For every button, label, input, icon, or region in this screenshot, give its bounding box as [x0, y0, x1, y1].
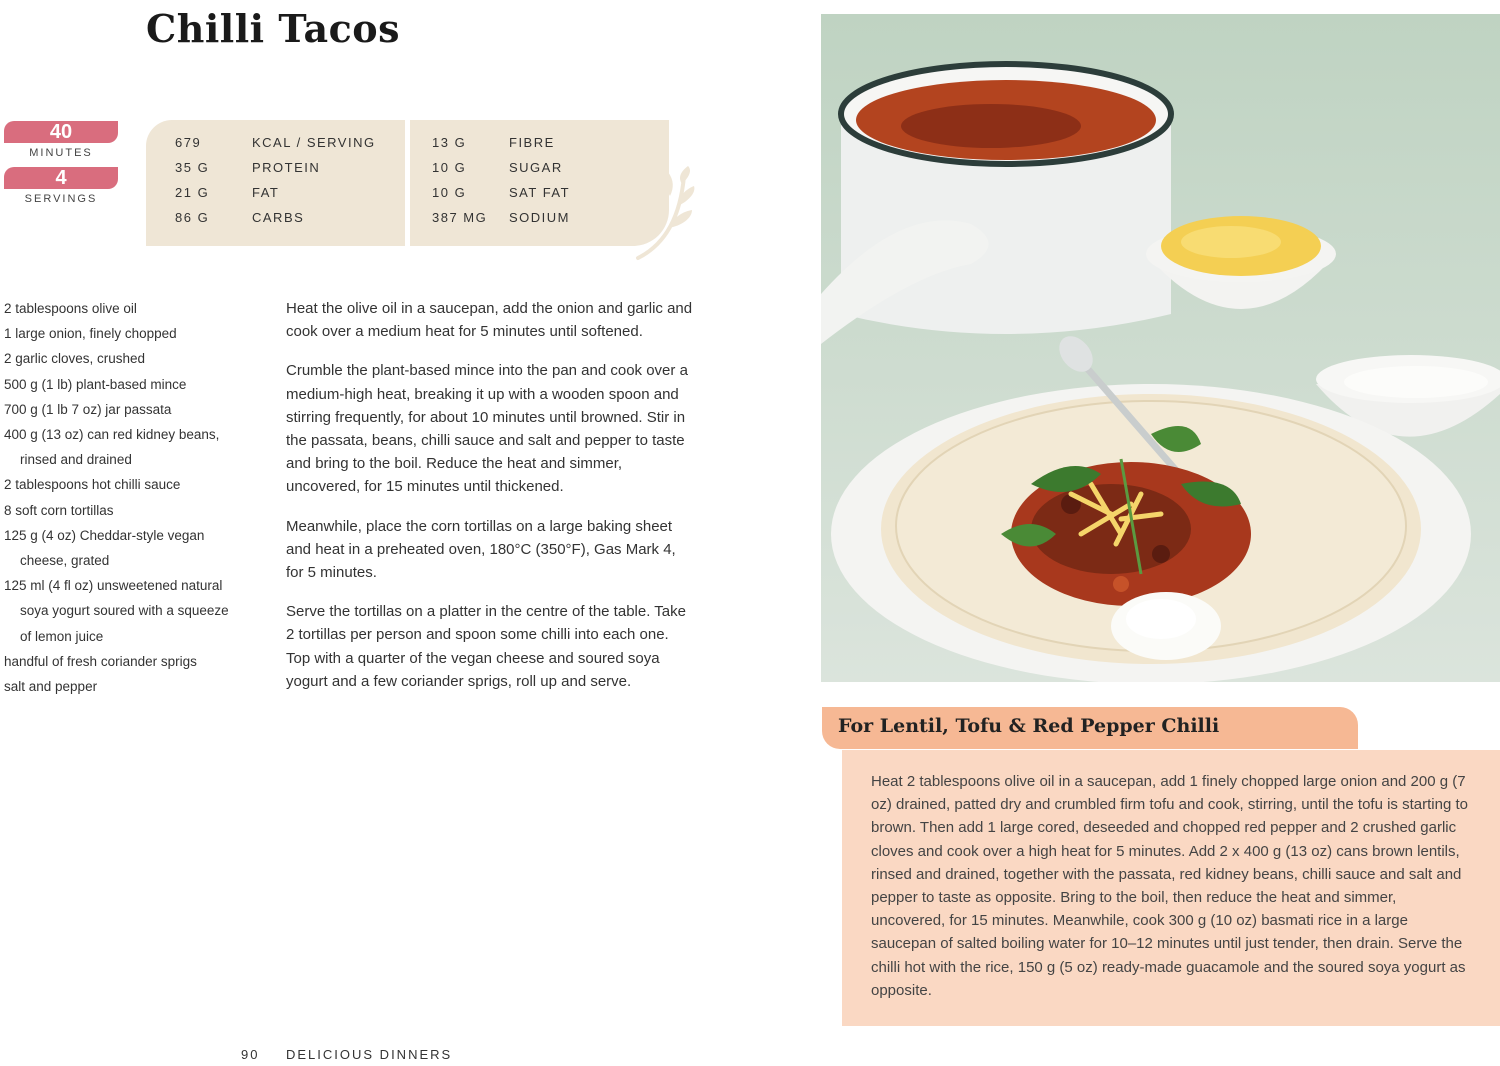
method-step: Crumble the plant-based mince into the pan and cook over a medium-high heat, breaking it up with a wooden spoon and stirring frequently, for about 10 minutes until browned. Stir in the passata, beans, chilli sauce and salt and pepper to taste and bring to the boil. Reduce the heat and simmer, uncovered, for 15 minutes until thickened.	[286, 362, 688, 496]
ingredient-item: soya yogurt soured with a squeeze	[20, 603, 229, 619]
ingredient-item: 500 g (1 lb) plant-based mince	[4, 376, 187, 392]
variation-title: For Lentil, Tofu & Red Pepper Chilli	[838, 715, 1220, 737]
variation-box	[842, 750, 1500, 1026]
time-badge: 40	[4, 121, 118, 143]
ingredient-item: 2 tablespoons hot chilli sauce	[4, 477, 181, 493]
ingredient-item: 2 tablespoons olive oil	[4, 301, 137, 316]
ingredient-item: of lemon juice	[20, 628, 104, 644]
nutrition-label: FIBRE	[509, 135, 555, 150]
nutrition-panel-right	[410, 120, 669, 246]
nutrition-label: SODIUM	[509, 210, 570, 225]
nutrition-label: SAT FAT	[509, 185, 571, 200]
servings-label: SERVINGS	[24, 193, 98, 205]
nutrition-value: 10 G	[432, 185, 467, 200]
nutrition-value: 10 G	[432, 160, 467, 175]
ingredient-item: 125 ml (4 fl oz) unsweetened natural	[4, 578, 223, 594]
nutrition-value: 679	[175, 135, 202, 150]
nutrition-label: SUGAR	[509, 160, 563, 175]
nutrition-value: 387 MG	[432, 210, 488, 225]
ingredient-item: rinsed and drained	[20, 452, 132, 468]
ingredient-item: cheese, grated	[20, 553, 110, 569]
recipe-title: Chilli Tacos	[146, 6, 400, 51]
leaf-decoration-icon	[632, 166, 702, 262]
ingredient-item: 700 g (1 lb 7 oz) jar passata	[4, 401, 172, 417]
nutrition-value: 35 G	[175, 160, 210, 175]
section-name: DELICIOUS DINNERS	[286, 1047, 453, 1062]
variation-text: Heat 2 tablespoons olive oil in a saucepan, add 1 finely chopped large onion and 200 g (7 oz) drained, patted dry and crumbled firm tofu and cook, stirring, until the tofu is starting to brown. Then add 1 large cored, deseeded and chopped red pepper and 2 crushed garlic cloves and cook over a high heat for 5 minutes. Add 2 x 400 g (13 oz) cans brown lentils, rinsed and drained, together with the passata, red kidney beans, chilli sauce and salt and pepper to taste as opposite. Bring to the boil, then reduce the heat and simmer, uncovered, for 15 minutes. Meanwhile, cook 300 g (10 oz) basmati rice in a large saucepan of salted boiling water for 10–12 minutes until just tender, then drain. Serve the chilli hot with the rice, 150 g (5 oz) ready-made guacamole and the soured soya yogurt as opposite.	[871, 773, 1468, 999]
servings-badge: 4	[4, 167, 118, 189]
ingredients-list	[4, 296, 264, 699]
ingredient-item: salt and pepper	[4, 679, 98, 695]
page-number: 90	[241, 1047, 260, 1062]
nutrition-value: 21 G	[175, 185, 210, 200]
nutrition-panel-left	[146, 120, 405, 246]
method-step: Meanwhile, place the corn tortillas on a large baking sheet and heat in a preheated oven, 180°C (350°F), Gas Mark 4, for 5 minutes.	[286, 517, 676, 582]
ingredient-item: 1 large onion, finely chopped	[4, 326, 177, 342]
recipe-photo	[821, 14, 1500, 682]
nutrition-label: KCAL / SERVING	[252, 135, 376, 150]
ingredient-item: 125 g (4 oz) Cheddar-style vegan	[4, 527, 205, 543]
method-step: Heat the olive oil in a saucepan, add the onion and garlic and cook over a medium heat for 5 minutes until softened.	[286, 300, 693, 341]
ingredient-item: 2 garlic cloves, crushed	[4, 351, 146, 367]
ingredient-item: 8 soft corn tortillas	[4, 502, 114, 518]
nutrition-label: FAT	[252, 185, 280, 200]
nutrition-value: 86 G	[175, 210, 210, 225]
method-step: Serve the tortillas on a platter in the centre of the table. Take 2 tortillas per person and spoon some chilli into each one. Top with a quarter of the vegan cheese and soured soya yogurt and a few coriander sprigs, roll up and serve.	[286, 603, 686, 690]
ingredient-item: 400 g (13 oz) can red kidney beans,	[4, 427, 220, 443]
method-steps	[286, 297, 696, 709]
ingredient-item: handful of fresh coriander sprigs	[4, 653, 197, 669]
nutrition-value: 13 G	[432, 135, 467, 150]
variation-header	[822, 707, 1358, 749]
time-label: MINUTES	[29, 147, 93, 159]
nutrition-label: CARBS	[252, 210, 305, 225]
nutrition-label: PROTEIN	[252, 160, 321, 175]
